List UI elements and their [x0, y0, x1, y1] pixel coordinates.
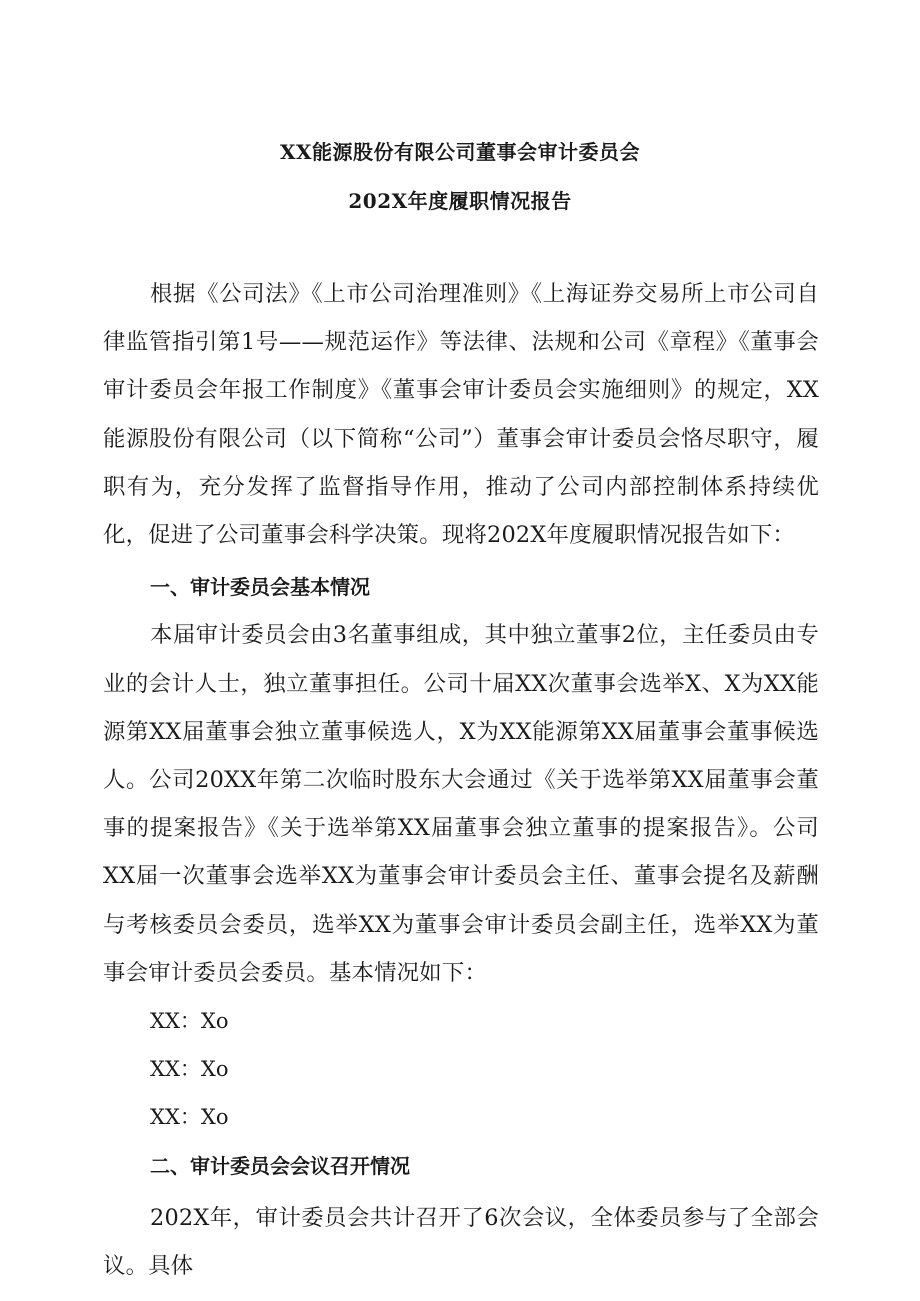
member-item: XX：Xo: [150, 1105, 229, 1130]
intro-paragraph: 根据《公司法》《上市公司治理准则》《上海证券交易所上市公司自律监管指引第1号——规范运作》等法律、法规和公司《章程》《董事会审计委员会年报工作制度》《董事会审计委员会实施细则》的规定，XX能源股份有限公司（以下简称“公司”）董事会审计委员会恪尽职守，履职有为，充分发挥了监督指导作用，推动了公司内部控制体系持续优化，促进了公司董事会科学决策。现将202X年度履职情况报告如下：: [103, 281, 819, 549]
document-body: [103, 270, 819, 1290]
section-2-heading: 二、审计委员会会议召开情况: [150, 1153, 410, 1178]
document-title-line2: 202X年度履职情况报告: [348, 189, 572, 213]
section-2-paragraph: 202X年，审计委员会共计召开了6次会议，全体委员参与了全部会议。具体: [103, 1204, 819, 1280]
member-item: XX：Xo: [150, 1009, 229, 1034]
section-1-heading: 一、审计委员会基本情况: [150, 575, 370, 600]
member-item: XX：Xo: [150, 1057, 229, 1082]
section-1-paragraph: 本届审计委员会由3名董事组成，其中独立董事2位，主任委员由专业的会计人士，独立董事担任。公司十届XX次董事会选举X、X为XX能源第XX届董事会独立董事候选人，X为XX能源第XX届董事会董事候选人。公司20XX年第二次临时股东大会通过《关于选举第XX届董事会董事的提案报告》《关于选举第XX届董事会独立董事的提案报告》。公司XX届一次董事会选举XX为董事会审计委员会主任、董事会提名及薪酬与考核委员会委员，选举XX为董事会审计委员会副主任，选举XX为董事会审计委员会委员。基本情况如下：: [103, 622, 819, 986]
document-title-line1: XX能源股份有限公司董事会审计委员会: [279, 140, 641, 164]
